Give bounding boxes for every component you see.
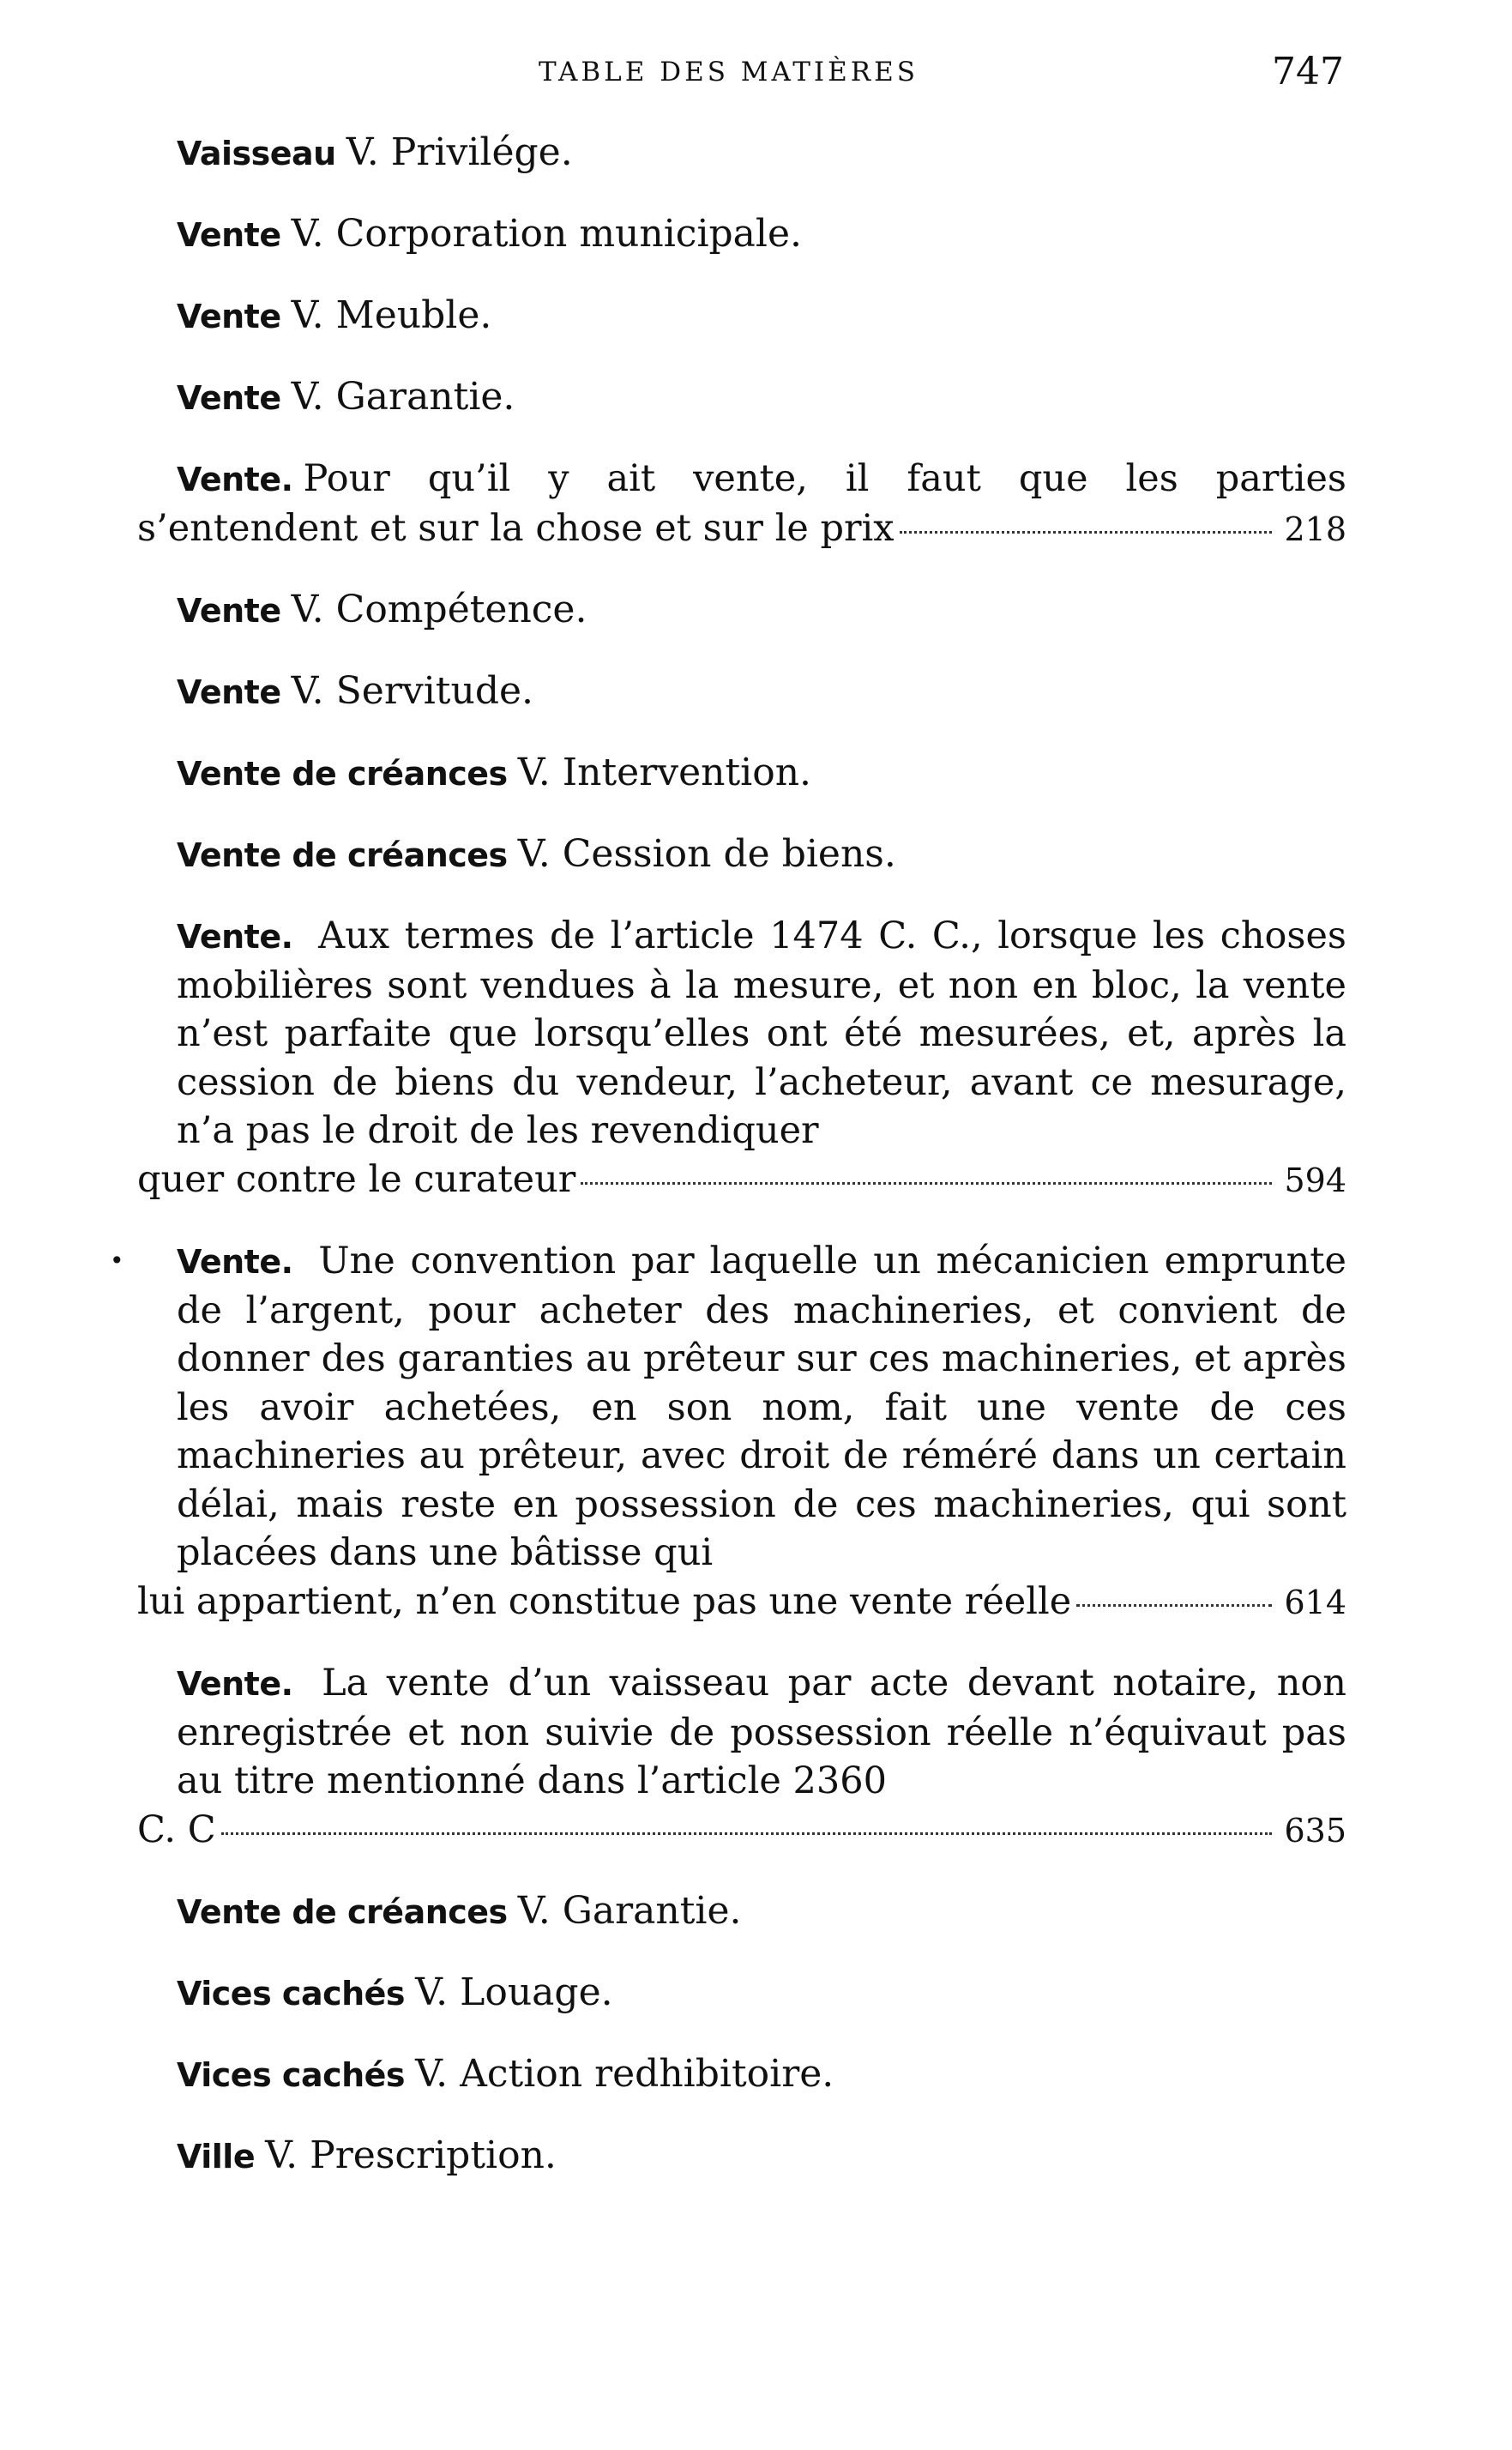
page-reference: 594 xyxy=(1284,1161,1346,1199)
index-entry xyxy=(137,2132,1346,2181)
entry-keyword: Vente de créances xyxy=(177,836,508,874)
entry-keyword: Vente xyxy=(177,673,281,711)
index-entry xyxy=(137,129,1346,178)
entry-last-line xyxy=(137,1806,1346,1856)
entry-last-line xyxy=(137,1578,1346,1627)
entry-text: V. Intervention. xyxy=(517,751,812,794)
entry-keyword: Vices cachés xyxy=(177,1975,406,2012)
leader-dots xyxy=(1076,1604,1272,1607)
leader-dots xyxy=(221,1832,1273,1835)
index-entry-long xyxy=(110,1237,1347,1626)
page-number: 747 xyxy=(1272,50,1344,94)
entry-text: V. Meuble. xyxy=(291,293,492,337)
entry-text: V. Compétence. xyxy=(291,588,587,631)
index-entry xyxy=(137,373,1346,422)
entry-keyword: Vices cachés xyxy=(177,2056,406,2094)
entry-text: V. Privilége. xyxy=(346,130,573,174)
index-entry xyxy=(137,292,1346,341)
index-entry xyxy=(137,1969,1346,2018)
index-entry xyxy=(137,210,1346,259)
entry-text: V. Servitude. xyxy=(291,669,534,713)
entry-text: Aux termes de l’article 1474 C. C., lorsque les choses mobilières sont vendues à la mesure, et non en bloc, la vente n’est parfaite que lorsqu’elles ont été mesurées, et, après la cession de biens du vendeur, l’acheteur, avant ce mesurage, n’a pas le droit de les revendiquer xyxy=(177,914,1346,1152)
entry-text: s’entendent et sur la chose et sur le prix xyxy=(137,506,895,550)
entry-keyword: Vente. xyxy=(177,1665,293,1703)
entry-keyword: Vente de créances xyxy=(177,755,508,793)
index-entry xyxy=(137,586,1346,635)
index-entry xyxy=(137,667,1346,716)
index-body xyxy=(110,129,1347,2213)
entry-text: V. Louage. xyxy=(415,1970,613,2014)
entry-last-line xyxy=(137,1156,1346,1205)
entry-text: lui appartient, n’en constitue pas une vente réelle xyxy=(137,1579,1072,1623)
entry-text: V. Corporation municipale. xyxy=(291,212,803,256)
leader-dots xyxy=(581,1182,1272,1185)
entry-last-line xyxy=(137,504,1346,554)
entry-text: V. Action redhibitoire. xyxy=(415,2052,834,2096)
entry-keyword: Vente. xyxy=(177,461,293,498)
index-entry xyxy=(137,830,1346,879)
running-head xyxy=(0,50,1512,101)
index-entry xyxy=(137,2050,1346,2099)
entry-keyword: Vente xyxy=(177,216,281,254)
entry-text: C. C xyxy=(137,1807,216,1851)
entry-keyword: Vente de créances xyxy=(177,1893,508,1931)
entry-keyword: Vente. xyxy=(177,1243,293,1281)
margin-bullet: • xyxy=(110,1246,124,1275)
entry-keyword: Ville xyxy=(177,2138,256,2175)
entry-text: V. Prescription. xyxy=(265,2133,557,2177)
running-title: TABLE DES MATIÈRES xyxy=(539,57,919,88)
page-reference: 218 xyxy=(1284,510,1346,548)
entry-keyword: Vente xyxy=(177,379,281,417)
page-reference: 614 xyxy=(1284,1583,1346,1621)
entry-text: V. Garantie. xyxy=(517,1889,742,1933)
index-entry xyxy=(137,1887,1346,1936)
entry-text: Pour qu’il y ait vente, il faut que les parties xyxy=(303,457,1346,500)
entry-text: quer contre le curateur xyxy=(137,1157,576,1201)
page-reference: 635 xyxy=(1284,1811,1346,1850)
leader-dots xyxy=(900,531,1273,534)
index-entry-long xyxy=(137,1659,1346,1855)
entry-text: V. Garantie. xyxy=(291,375,515,419)
entry-keyword: Vaisseau xyxy=(177,135,336,172)
entry-text: La vente d’un vaisseau par acte devant notaire, non enregistrée et non suivie de possession réelle n’équivaut pas au titre mentionné dans l’article 2360 xyxy=(177,1662,1347,1802)
index-entry-long xyxy=(137,455,1346,553)
entry-keyword: Vente xyxy=(177,298,281,335)
entry-keyword: Vente. xyxy=(177,918,293,956)
index-entry-long xyxy=(137,912,1346,1204)
index-entry xyxy=(137,749,1346,798)
entry-text: V. Cession de biens. xyxy=(517,832,896,876)
entry-keyword: Vente xyxy=(177,592,281,630)
entry-text: Une convention par laquelle un mécanicien emprunte de l’argent, pour acheter des machineries, et convient de donner des garanties au prêteur sur ces machineries, et après les avoir achetées, en son nom, fait une vente de ces machineries au prêteur, avec droit de réméré dans un certain délai, mais reste en possession de ces machineries, qui sont placées dans une bâtisse qui xyxy=(177,1240,1347,1574)
